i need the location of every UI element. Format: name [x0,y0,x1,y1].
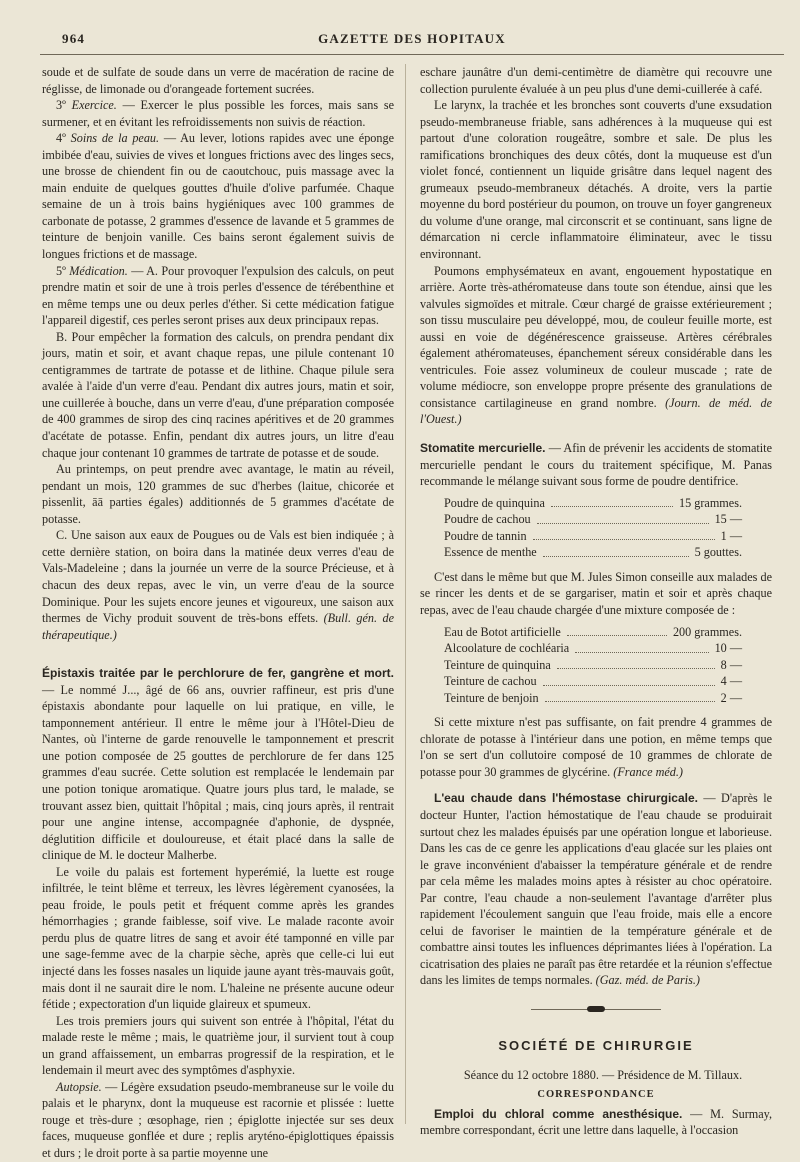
paragraph: Si cette mixture n'est pas suffisante, on fait prendre 4 grammes de chlorate de potasse à l'intérieur dans une potion, en même temps que l'on se sert d'un collutoire composé de 10 grammes de chlorate de potasse pour 30 grammes de glycérine. (France méd.) [420,715,772,779]
paragraph: Les trois premiers jours qui suivent son entrée à l'hôpital, l'état du malade reste le même ; mais, le quatrième jour, il survient tout à coup un grand affaissement, un embarras progressif de la respiration, et le lendemain il meurt avec des symptômes d'asphyxie. [42,1013,394,1078]
paragraph: Autopsie. — Légère exsudation pseudo-membraneuse sur le voile du palais et le pharynx, dont la muqueuse est racornie et plissée : luette rouge et très-dure ; œsophage, rien ; épiglotte injectée sur ses deux faces, muqueuse gonflée et dure ; replis aryténo-épiglottiques épaissis et durs ; le droit porte à sa partie moyenne une [42,1079,394,1160]
article-eau-chaude: L'eau chaude dans l'hémostase chirurgicale. — D'après le docteur Hunter, l'action hémostatique de l'eau chaude se produirait surtout chez les malades épuisés par une opération longue et laborieuse. Dans les cas de ce genre les applications d'eau glacée sur les plaies ont le grave inconvénient d'abaisser la température générale et de rendre par cela même les malades moins aptes à résister au choc opératoire. Par contre, l'eau chaude a non-seulement l'avantage d'arrêter plus rapidement l'écoulement sanguin que l'eau froide, mais elle a encore celui de favoriser le maintien de la température générale et de combattre ainsi toutes les influences déprimantes liées à l'opération. La cicatrisation des plaies ne paraît pas être retardée et la réunion s'effectue dans les limites de temps normales. (Gaz. méd. de Paris.) [420,791,772,988]
session-line: Séance du 12 octobre 1880. — Présidence de M. Tillaux. [463,1067,743,1082]
prescription-row: Poudre de tannin 1 — [444,528,742,543]
prescription-row: Poudre de cachou 15 — [444,512,742,527]
paragraph: Au printemps, on peut prendre avec avantage, le matin au réveil, pendant un mois, 120 grammes de suc d'herbes (laitue, chicorée et pissenlit, āā parties égales) additionnés de 5 grammes d'acétate de potasse. [42,462,394,526]
article-epistaxis: Épistaxis traitée par le perchlorure de fer, gangrène et mort. — Le nommé J..., âgé de 66 ans, ouvrier raffineur, est pris d'une épistaxis abondante pour laquelle on lui pratique, en ville, le tamponnement antérieur. Il entre le même jour à l'Hôtel-Dieu de Nantes, où l'interne de garde renouvelle le tamponnement et prescrit une potion composée de 25 gouttes de perchlorure de fer dans 125 grammes d'eau sucrée. Cette solution est remplacée le lendemain par une potion tonique aromatique. Quatre jours plus tard, le malade, se trouvant assez bien, quittait l'hôpital ; mais, cinq jours après, il rentrait pour une angine intense, accompagnée d'aphonie, de dyspnée, déglutition difficile et douloureuse, et était placé dans la salle de clinique de M. le docteur Malherbe. [42,666,394,863]
paragraph: Poumons emphysémateux en avant, engouement hypostatique en arrière. Aorte très-athéromateuse dans toute son étendue, ainsi que les valvules sigmoïdes et mitrale. Cœur chargé de graisse extérieurement ; son tissu musculaire peu développé, mou, de couleur feuille morte, est aussi en voie de dégénérescence graisseuse. Artères cérébrales également athéromateuses, épanchement séreux considérable dans les ventricules. Foie assez volumineux de couleur muscade ; rate de volume médiocre, son enveloppe propre présente des granulations de consistance cartilagineuse en grand nombre. (Journ. de méd. de l'Ouest.) [420,263,772,427]
paragraph: eschare jaunâtre d'un demi-centimètre de diamètre qui recouvre une collection purulente évaluée à un peu plus d'une demi-cuillerée à café. [420,65,772,96]
article-chloral: Emploi du chloral comme anesthésique. — M. Surmay, membre correspondant, écrit une lettre dans laquelle, à l'occasion [420,1106,772,1138]
column-divider [405,64,406,1124]
prescription-list [444,495,772,561]
paragraph: C'est dans le même but que M. Jules Simon conseille aux malades de se rincer les dents et de se gargariser, matin et soir et après chaque repas, avec de l'eau chaude chargée d'une mixture composée de : [420,569,772,617]
article-heading: Stomatite mercurielle. [420,441,546,456]
paragraph: Le voile du palais est fortement hyperémié, la luette est rouge infiltrée, le teint blême et terreux, les lèvres légèrement cyanosées, la peau froide, le pouls petit et fréquent comme après les grandes hémorrhagies ; grande faiblesse, soif vive. Le malade raconte avoir perdu plus de quatre litres de sang et avoir été tamponné en ville par une sage-femme avec de la charpie sèche, après que celle-ci lui eut injecté dans les fosses nasales un liquide jaune ayant très-mauvais goût, mais dont il ne saurait dire le nom. L'haleine ne présente aucune odeur fétide ; expectoration d'un liquide glaireux et spumeux. [42,864,394,1012]
paragraph: 5º Médication. — A. Pour provoquer l'expulsion des calculs, on peut prendre matin et soir de une à trois perles d'essence de térébenthine et en même temps une ou deux perles d'éther. Si cette médication fatigue l'appareil digestif, ces perles seront prises aux deux principaux repas. [42,263,394,328]
prescription-row: Essence de menthe 5 gouttes. [444,545,742,560]
page-header [40,24,784,55]
left-column [42,64,394,1162]
paragraph: Le larynx, la trachée et les bronches sont couverts d'une exsudation pseudo-membraneuse friable, sans adhérences à la muqueuse qui est partout d'une coloration rougeâtre, sombre et sale. De plus les ramifications bronchiques des deux côtés, dont la muqueuse est d'un violet foncé, contiennent un liquide grisâtre dans lequel nagent des grumeaux pseudo-membraneux détachés. A droite, vers la partie moyenne du bord postérieur du poumon, on trouve un foyer gangreneux du volume d'une orange, mal circonscrit et se continuant, sans ligne de démarcation ni cercle inflammatoire éliminateur, avec le tissu environnant. [420,98,772,262]
prescription-row: Alcoolature de cochléaria 10 — [444,641,742,656]
paragraph: 4º Soins de la peau. — Au lever, lotions rapides avec une éponge imbibée d'eau, suivies de vives et longues frictions avec des linges secs, une brosse de chiendent fin ou de caoutchouc, puis massage avec la main enduite de quelques gouttes d'huile d'olive parfumée. Chaque semaine de un à trois bains hygiéniques avec 100 grammes de carbonate de potasse, 2 grammes d'essence de lavande et 5 grammes de teinture de benjoin vanille. Ces bains seront également suivis de longues frictions et de massage. [42,131,394,262]
page-number: 964 [62,31,86,46]
journal-title: GAZETTE DES HOPITAUX [318,31,506,46]
subsection-heading: CORRESPONDANCE [537,1089,655,1101]
paragraph: B. Pour empêcher la formation des calculs, on prendra pendant dix jours, matin et soir, et avant chaque repas, une pilule contenant 10 centigrammes de tartrate de potasse et de lithine. Chaque pilule sera avalée à l'aide d'un verre d'eau. Pendant dix autres jours, matin et soir, une cuillerée à bouche, dans un verre d'eau, d'une préparation composée de 400 grammes de sirop des cinq racines apéritives et de 20 grammes d'acétate de potasse. Enfin, pendant dix autres jours, un litre d'eau chaque jour contenant 10 grammes de tartrate de potasse et de soude. [42,329,394,460]
paragraph: 3º Exercice. — Exercer le plus possible les forces, mais sans se surmener, et en évitant les refroidissements non suivis de réaction. [42,98,394,129]
prescription-row: Teinture de quinquina 8 — [444,657,742,672]
section-heading: SOCIÉTÉ DE CHIRURGIE [498,1037,694,1053]
paragraph: soude et de sulfate de soude dans un verre de macération de racine de réglisse, de limonade ou d'orangeade fortement sucrées. [42,65,394,96]
prescription-list [444,624,772,707]
article-heading: L'eau chaude dans l'hémostase chirurgicale. [434,791,698,806]
prescription-row: Eau de Botot artificielle 200 grammes. [444,624,742,639]
prescription-row: Teinture de benjoin 2 — [444,690,742,705]
article-heading: Épistaxis traitée par le perchlorure de fer, gangrène et mort. [42,666,394,681]
paragraph: C. Une saison aux eaux de Pougues ou de Vals est bien indiquée ; à cette dernière station, on boira dans la matinée deux verres d'eau de Vals-Madeleine ; dans la journée un verre de la source Précieuse, et à chacun des deux repas, avec le vin, un verre d'eau de la source Dominique. Pour les sujets encore jeunes et vigoureux, une saison aux thermes de Vichy produit souvent de très-bons effets. (Bull. gén. de thérapeutique.) [42,528,395,642]
prescription-row: Teinture de cachou 4 — [444,674,742,689]
article-heading: Emploi du chloral comme anesthésique. [434,1106,683,1121]
prescription-row: Poudre de quinquina 15 grammes. [444,495,742,510]
ornament-separator [531,1009,661,1010]
right-column [420,64,772,1139]
article-stomatite: Stomatite mercurielle. — Afin de prévenir les accidents de stomatite mercurielle pendant le cours du traitement spécifique, M. Panas recommande le mélange suivant sous forme de poudre dentifrice. [420,441,772,489]
